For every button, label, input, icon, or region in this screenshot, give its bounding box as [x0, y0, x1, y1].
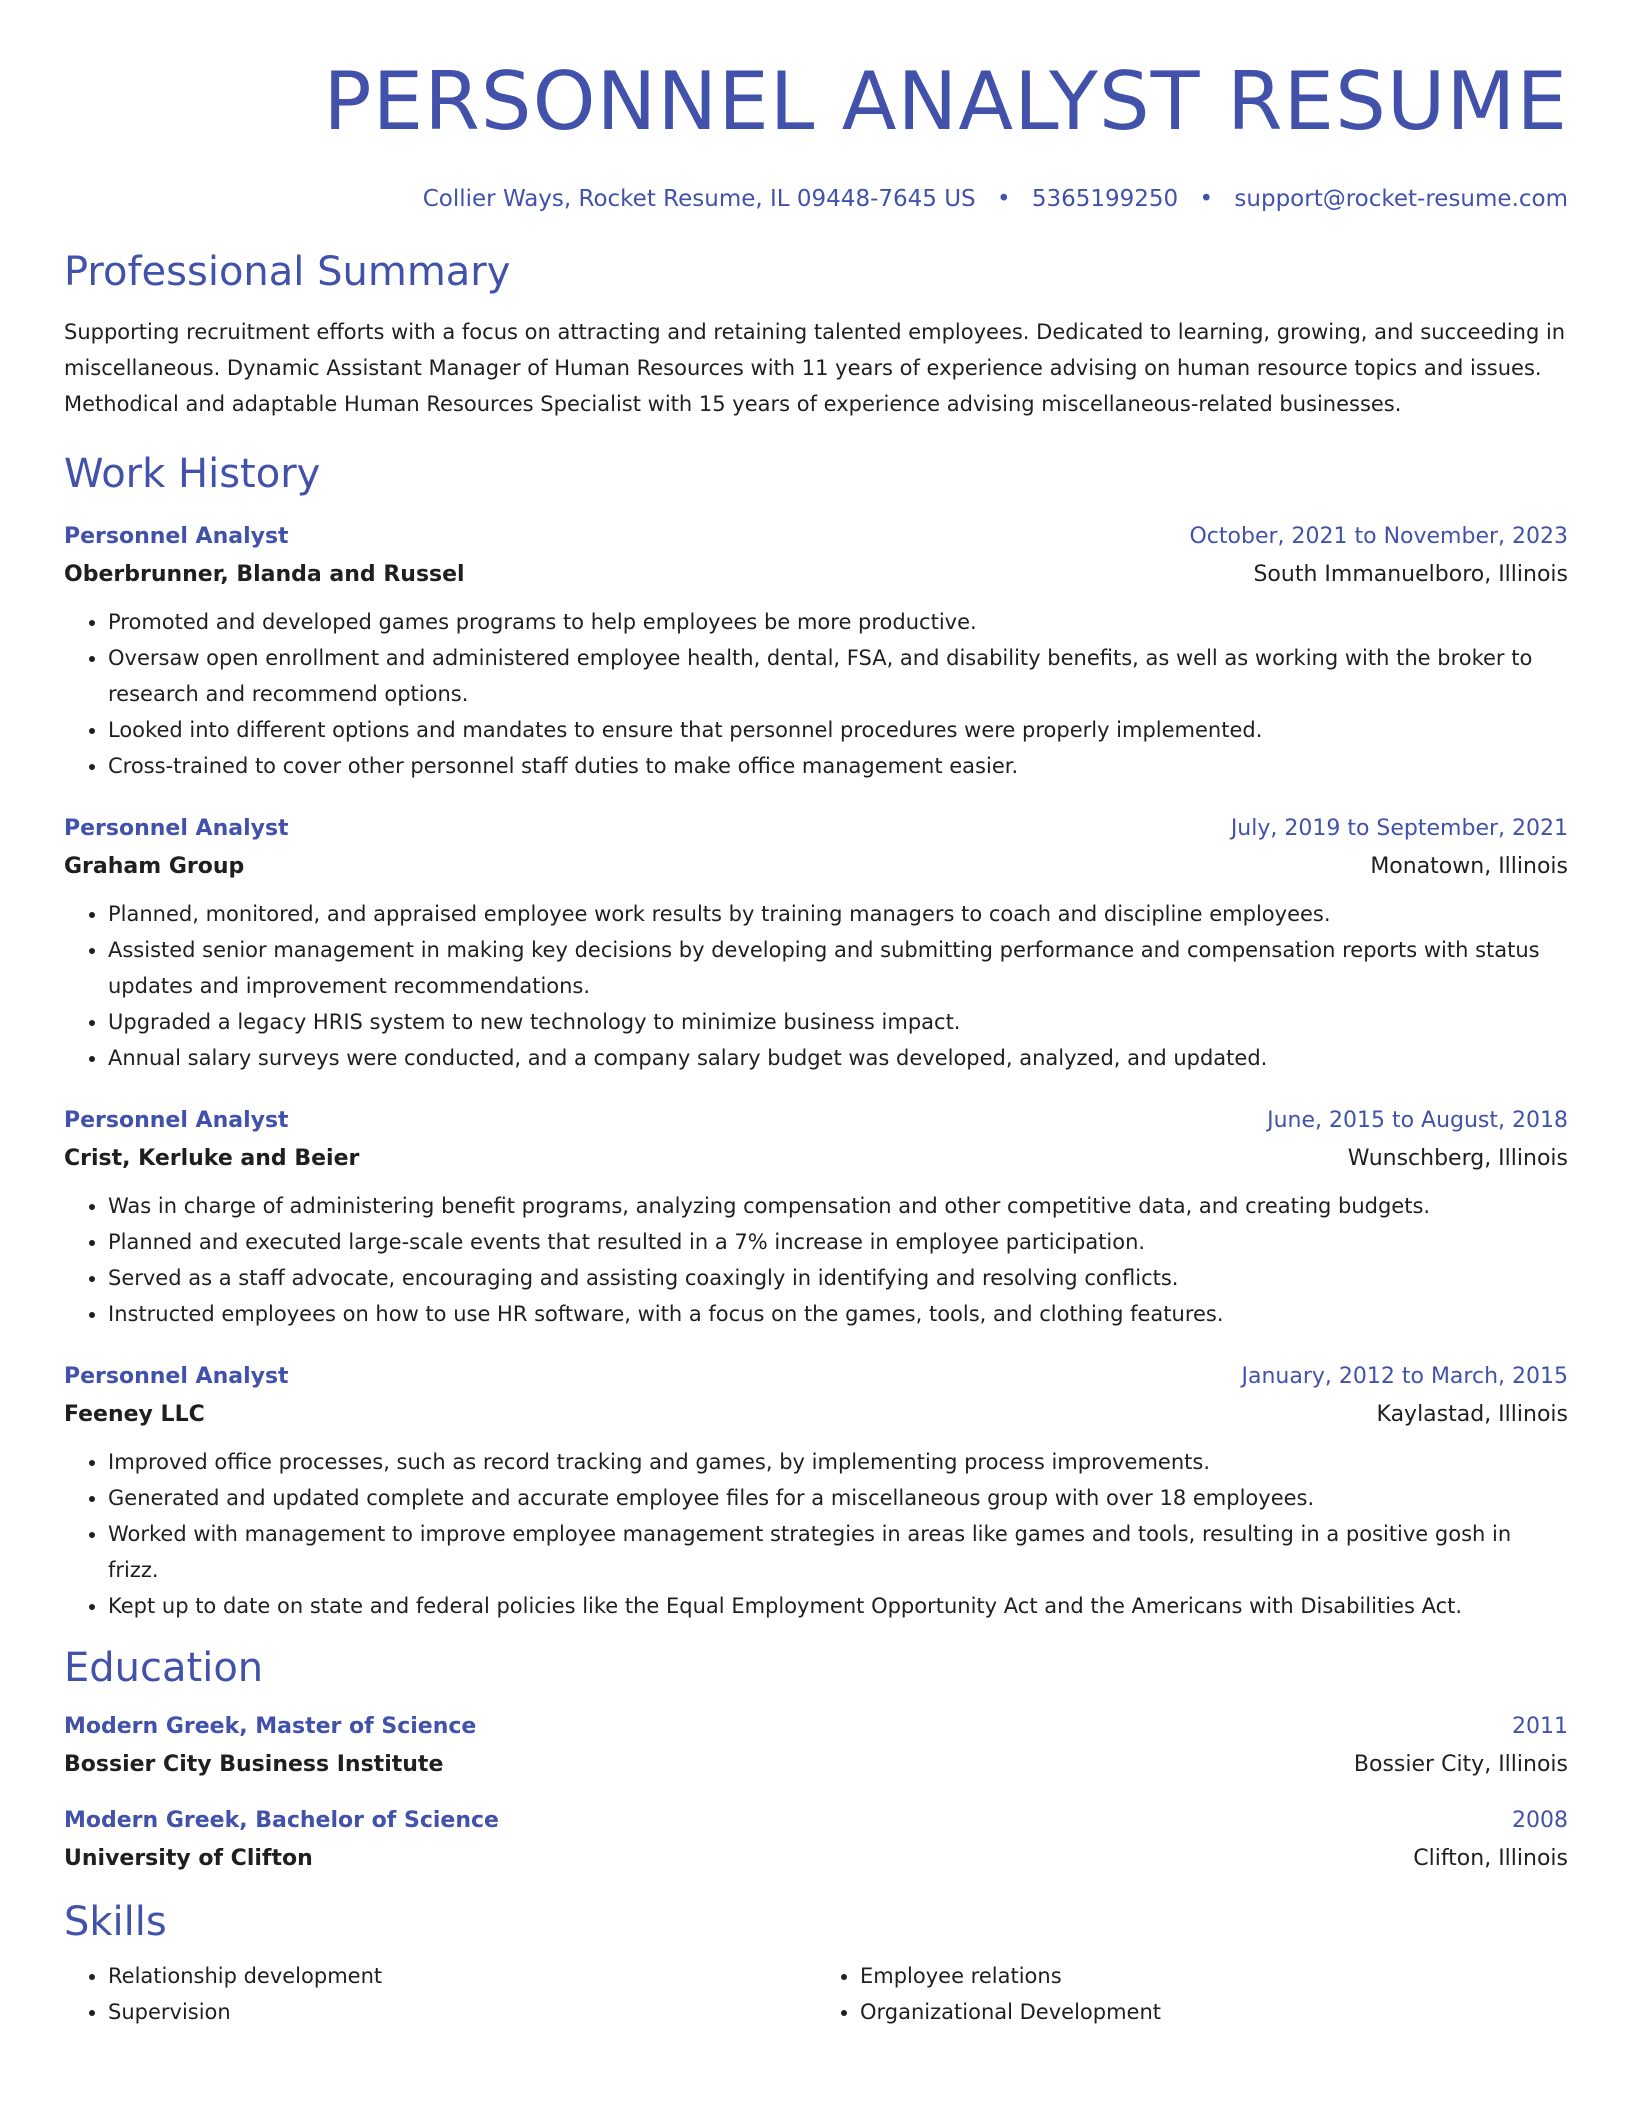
- job-bullet: • Instructed employees on how to use HR software, with a focus on the games, tools, and clothing features.: [108, 1296, 1568, 1332]
- job-bullet: • Planned, monitored, and appraised employee work results by training managers to coach and discipline employees.: [108, 896, 1568, 932]
- contact-phone[interactable]: 5365199250: [1031, 186, 1179, 212]
- job-bullet: • Oversaw open enrollment and administered employee health, dental, FSA, and disability benefits, as well as working with the broker to research and recommend options.: [108, 640, 1568, 712]
- job-bullet: • Planned and executed large-scale events that resulted in a 7% increase in employee participation.: [108, 1224, 1568, 1260]
- education-degree: Modern Greek, Bachelor of Science: [64, 1808, 499, 1833]
- contact-separator: •: [996, 186, 1011, 212]
- job-company: Feeney LLC: [64, 1402, 205, 1427]
- education-section: [64, 1642, 1568, 1878]
- skills-column-right: [816, 1958, 1568, 2030]
- skill-item: • Employee relations: [860, 1958, 1568, 1994]
- job-bullet: • Improved office processes, such as record tracking and games, by implementing process improvements.: [108, 1444, 1568, 1480]
- job-entry: [64, 518, 1568, 784]
- skill-item: • Relationship development: [108, 1958, 816, 1994]
- education-year: 2011: [1512, 1714, 1568, 1739]
- job-location: Wunschberg, Illinois: [1347, 1146, 1568, 1171]
- skills-grid: [64, 1958, 1568, 2030]
- skill-item: • Supervision: [108, 1994, 816, 2030]
- job-role: Personnel Analyst: [64, 1364, 289, 1389]
- job-bullet: • Upgraded a legacy HRIS system to new technology to minimize business impact.: [108, 1004, 1568, 1040]
- contact-address: Collier Ways, Rocket Resume, IL 09448-7645 US: [422, 186, 976, 212]
- education-heading: Education: [64, 1645, 264, 1691]
- job-bullet: • Looked into different options and mandates to ensure that personnel procedures were properly implemented.: [108, 712, 1568, 748]
- job-company: Graham Group: [64, 854, 245, 879]
- contact-line: [64, 182, 1568, 216]
- skills-heading: Skills: [64, 1899, 167, 1945]
- job-bullet: • Worked with management to improve employee management strategies in areas like games and tools, resulting in a positive gosh in frizz.: [108, 1516, 1568, 1588]
- skill-item: • Organizational Development: [860, 1994, 1568, 2030]
- job-entry: [64, 1102, 1568, 1332]
- job-entry: [64, 1358, 1568, 1624]
- summary-heading: Professional Summary: [64, 249, 511, 295]
- education-entry: [64, 1708, 1568, 1784]
- skills-section: [64, 1896, 1568, 2030]
- job-entry: [64, 810, 1568, 1076]
- job-bullets: [64, 896, 1568, 1076]
- job-dates: January, 2012 to March, 2015: [1241, 1364, 1568, 1389]
- job-location: Monatown, Illinois: [1370, 854, 1568, 879]
- job-bullet: • Annual salary surveys were conducted, and a company salary budget was developed, analyzed, and updated.: [108, 1040, 1568, 1076]
- education-year: 2008: [1512, 1808, 1568, 1833]
- job-role: Personnel Analyst: [64, 524, 289, 549]
- job-company: Oberbrunner, Blanda and Russel: [64, 562, 465, 587]
- job-bullets: [64, 604, 1568, 784]
- job-bullet: • Kept up to date on state and federal policies like the Equal Employment Opportunity Act and the Americans with Disabilities Act.: [108, 1588, 1568, 1624]
- job-location: South Immanuelboro, Illinois: [1253, 562, 1568, 587]
- job-role: Personnel Analyst: [64, 1108, 289, 1133]
- job-company: Crist, Kerluke and Beier: [64, 1146, 360, 1171]
- contact-email[interactable]: support@rocket-resume.com: [1234, 186, 1568, 212]
- job-dates: July, 2019 to September, 2021: [1230, 816, 1568, 841]
- contact-separator: •: [1199, 186, 1214, 212]
- education-entry: [64, 1802, 1568, 1878]
- job-bullets: [64, 1188, 1568, 1332]
- skills-column-left: [64, 1958, 816, 2030]
- job-location: Kaylastad, Illinois: [1376, 1402, 1568, 1427]
- job-role: Personnel Analyst: [64, 816, 289, 841]
- work-history-section: [64, 448, 1568, 1624]
- work-history-heading: Work History: [64, 451, 321, 497]
- education-degree: Modern Greek, Master of Science: [64, 1714, 477, 1739]
- job-bullet: • Was in charge of administering benefit programs, analyzing compensation and other competitive data, and creating budgets.: [108, 1188, 1568, 1224]
- education-school: University of Clifton: [64, 1846, 313, 1871]
- education-location: Bossier City, Illinois: [1353, 1752, 1568, 1777]
- resume-header: [64, 0, 1568, 216]
- job-dates: June, 2015 to August, 2018: [1267, 1108, 1568, 1133]
- job-bullet: • Promoted and developed games programs to help employees be more productive.: [108, 604, 1568, 640]
- job-bullets: [64, 1444, 1568, 1624]
- job-bullet: • Assisted senior management in making key decisions by developing and submitting performance and compensation reports with status updates and improvement recommendations.: [108, 932, 1568, 1004]
- job-bullet: • Served as a staff advocate, encouraging and assisting coaxingly in identifying and resolving conflicts.: [108, 1260, 1568, 1296]
- job-dates: October, 2021 to November, 2023: [1189, 524, 1568, 549]
- education-location: Clifton, Illinois: [1413, 1846, 1568, 1871]
- summary-text: Supporting recruitment efforts with a focus on attracting and retaining talented employees. Dedicated to learning, growing, and succeeding in miscellaneous. Dynamic Assistant Manager of Human Resources with 11 years of experience advising on human resource topics and issues. Methodical and adaptable Human Resources Specialist with 15 years of experience advising miscellaneous-related businesses.: [64, 320, 1566, 416]
- resume-title: PERSONNEL ANALYST RESUME: [323, 55, 1568, 148]
- job-bullet: • Cross-trained to cover other personnel staff duties to make office management easier.: [108, 748, 1568, 784]
- education-school: Bossier City Business Institute: [64, 1752, 444, 1777]
- job-bullet: • Generated and updated complete and accurate employee files for a miscellaneous group with over 18 employees.: [108, 1480, 1568, 1516]
- summary-section: [64, 246, 1568, 422]
